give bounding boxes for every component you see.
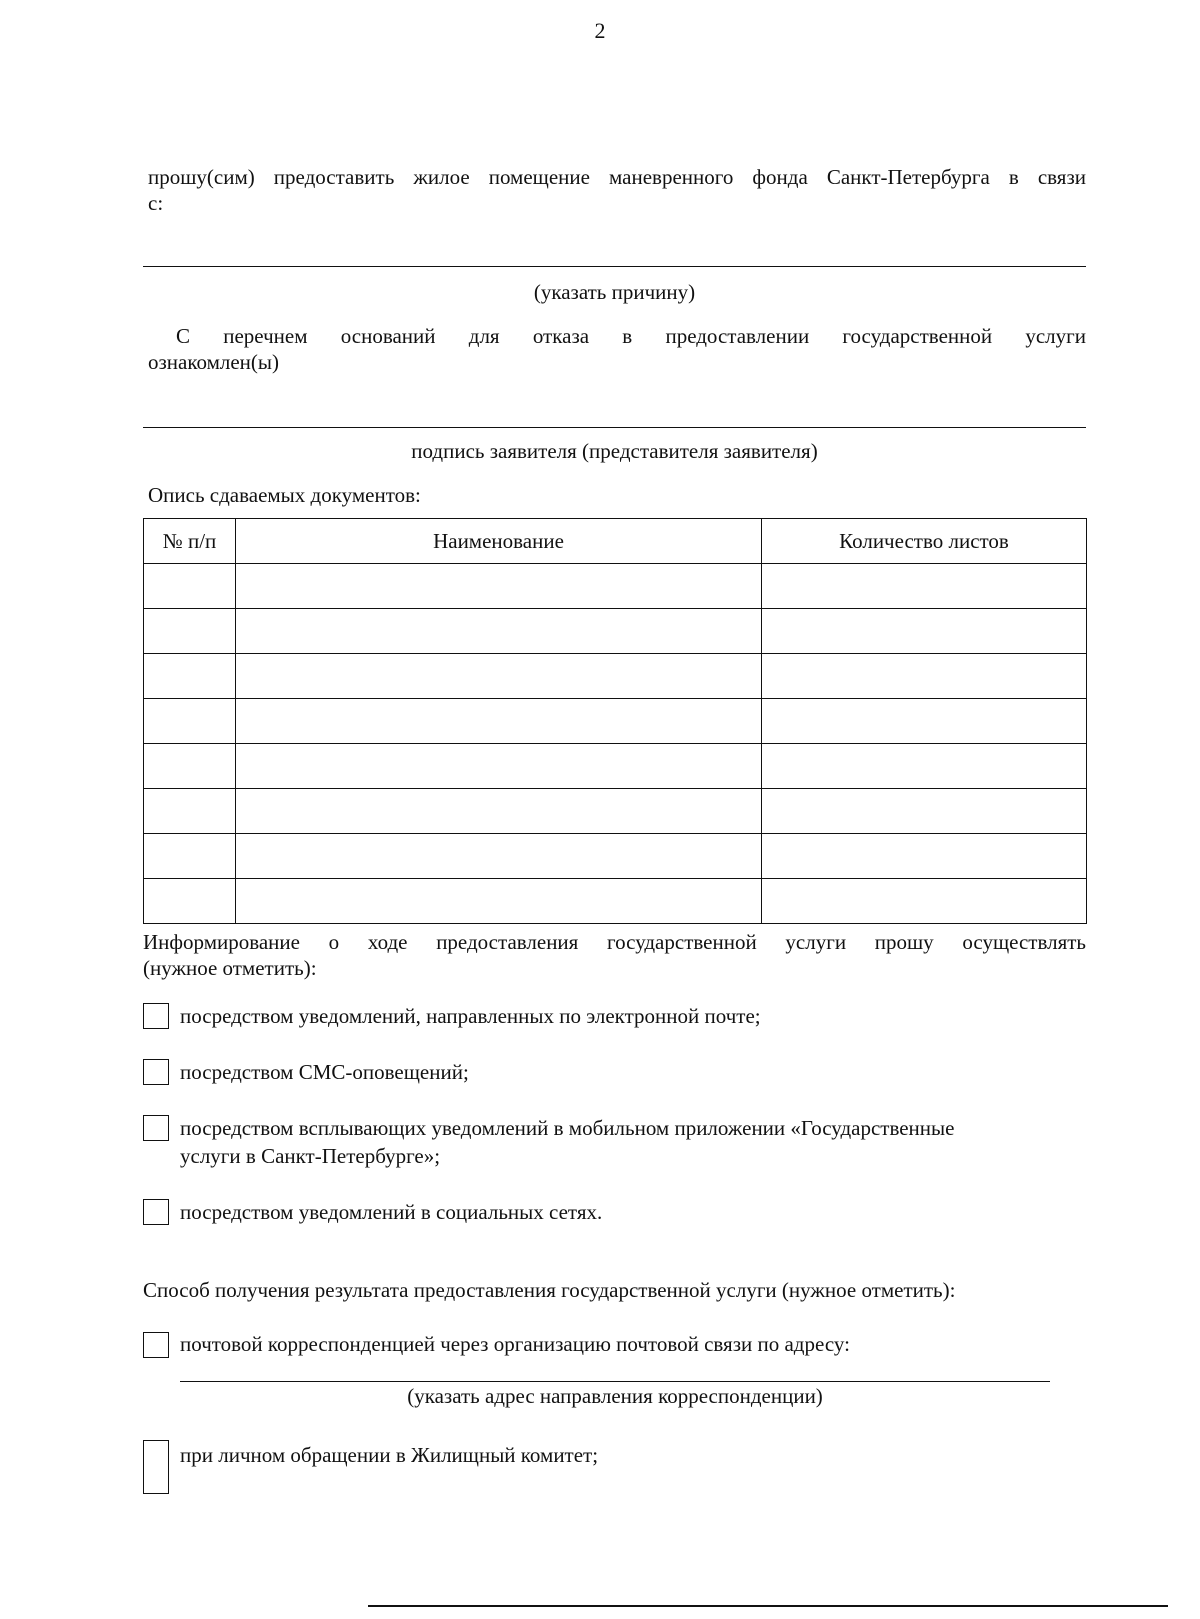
table-cell-number[interactable] [144, 654, 236, 699]
table-cell-sheets[interactable] [762, 609, 1087, 654]
table-cell-number[interactable] [144, 834, 236, 879]
option-push-label: посредством всплывающих уведомлений в мобильном приложении «Государственные [180, 1116, 955, 1140]
table-cell-sheets[interactable] [762, 744, 1087, 789]
table-row [144, 744, 1087, 789]
table-cell-name[interactable] [236, 834, 762, 879]
address-caption: (указать адрес направления корреспонденции) [407, 1384, 823, 1408]
request-line-1: прошу(сим) предоставить жилое помещение маневренного фонда Санкт-Петербурга в связи [148, 165, 1086, 189]
table-cell-sheets[interactable] [762, 879, 1087, 924]
result-title: Способ получения результата предоставления государственной услуги (нужное отметить): [143, 1278, 956, 1302]
table-row [144, 834, 1087, 879]
checkbox-email[interactable] [143, 1003, 169, 1029]
option-sms-label: посредством СМС-оповещений; [180, 1060, 469, 1084]
acknowledge-line-1: С перечнем оснований для отказа в предоставлении государственной услуги [176, 324, 1086, 348]
request-paragraph [148, 164, 1086, 216]
table-cell-sheets[interactable] [762, 654, 1087, 699]
acknowledge-line-2: ознакомлен(ы) [148, 350, 280, 374]
page-bottom-rule [368, 1605, 1168, 1607]
table-row [144, 879, 1087, 924]
address-field[interactable] [180, 1381, 1050, 1382]
informing-line-1: Информирование о ходе предоставления государственной услуги прошу осуществлять [143, 930, 1086, 954]
option-email-label: посредством уведомлений, направленных по электронной почте; [180, 1004, 761, 1028]
signature-caption: подпись заявителя (представителя заявителя) [411, 439, 818, 463]
option-push-label-line-2: услуги в Санкт-Петербурге»; [180, 1144, 441, 1168]
table-cell-name[interactable] [236, 564, 762, 609]
table-row [144, 654, 1087, 699]
reason-caption: (указать причину) [533, 280, 696, 304]
documents-title: Опись сдаваемых документов: [148, 483, 421, 507]
checkbox-sms[interactable] [143, 1059, 169, 1085]
table-cell-number[interactable] [144, 609, 236, 654]
option-social-label: посредством уведомлений в социальных сетях. [180, 1200, 603, 1224]
table-cell-name[interactable] [236, 879, 762, 924]
table-cell-number[interactable] [144, 879, 236, 924]
table-cell-sheets[interactable] [762, 789, 1087, 834]
table-cell-number[interactable] [144, 744, 236, 789]
checkbox-in-person[interactable] [143, 1440, 169, 1494]
page-number: 2 [594, 18, 606, 43]
checkbox-postal[interactable] [143, 1332, 169, 1358]
informing-line-2: (нужное отметить): [143, 956, 317, 980]
column-header-number: № п/п [144, 519, 236, 564]
table-cell-number[interactable] [144, 564, 236, 609]
documents-table [143, 518, 1087, 924]
checkbox-push[interactable] [143, 1115, 169, 1141]
table-row [144, 564, 1087, 609]
request-line-2: с: [148, 191, 164, 215]
table-row [144, 699, 1087, 744]
table-cell-name[interactable] [236, 609, 762, 654]
column-header-sheets: Количество листов [762, 519, 1087, 564]
option-in-person-label: при личном обращении в Жилищный комитет; [180, 1443, 599, 1467]
table-cell-sheets[interactable] [762, 564, 1087, 609]
table-cell-name[interactable] [236, 789, 762, 834]
table-cell-sheets[interactable] [762, 834, 1087, 879]
signature-field[interactable] [143, 427, 1086, 428]
table-cell-name[interactable] [236, 654, 762, 699]
table-cell-name[interactable] [236, 699, 762, 744]
acknowledge-paragraph [148, 323, 1086, 375]
option-postal-label: почтовой корреспонденцией через организацию почтовой связи по адресу: [180, 1332, 850, 1356]
table-cell-number[interactable] [144, 789, 236, 834]
table-cell-number[interactable] [144, 699, 236, 744]
reason-field[interactable] [143, 266, 1086, 267]
table-header-row [144, 519, 1087, 564]
column-header-name: Наименование [236, 519, 762, 564]
checkbox-social[interactable] [143, 1199, 169, 1225]
table-row [144, 609, 1087, 654]
informing-paragraph [143, 929, 1086, 981]
table-cell-sheets[interactable] [762, 699, 1087, 744]
table-cell-name[interactable] [236, 744, 762, 789]
table-row [144, 789, 1087, 834]
